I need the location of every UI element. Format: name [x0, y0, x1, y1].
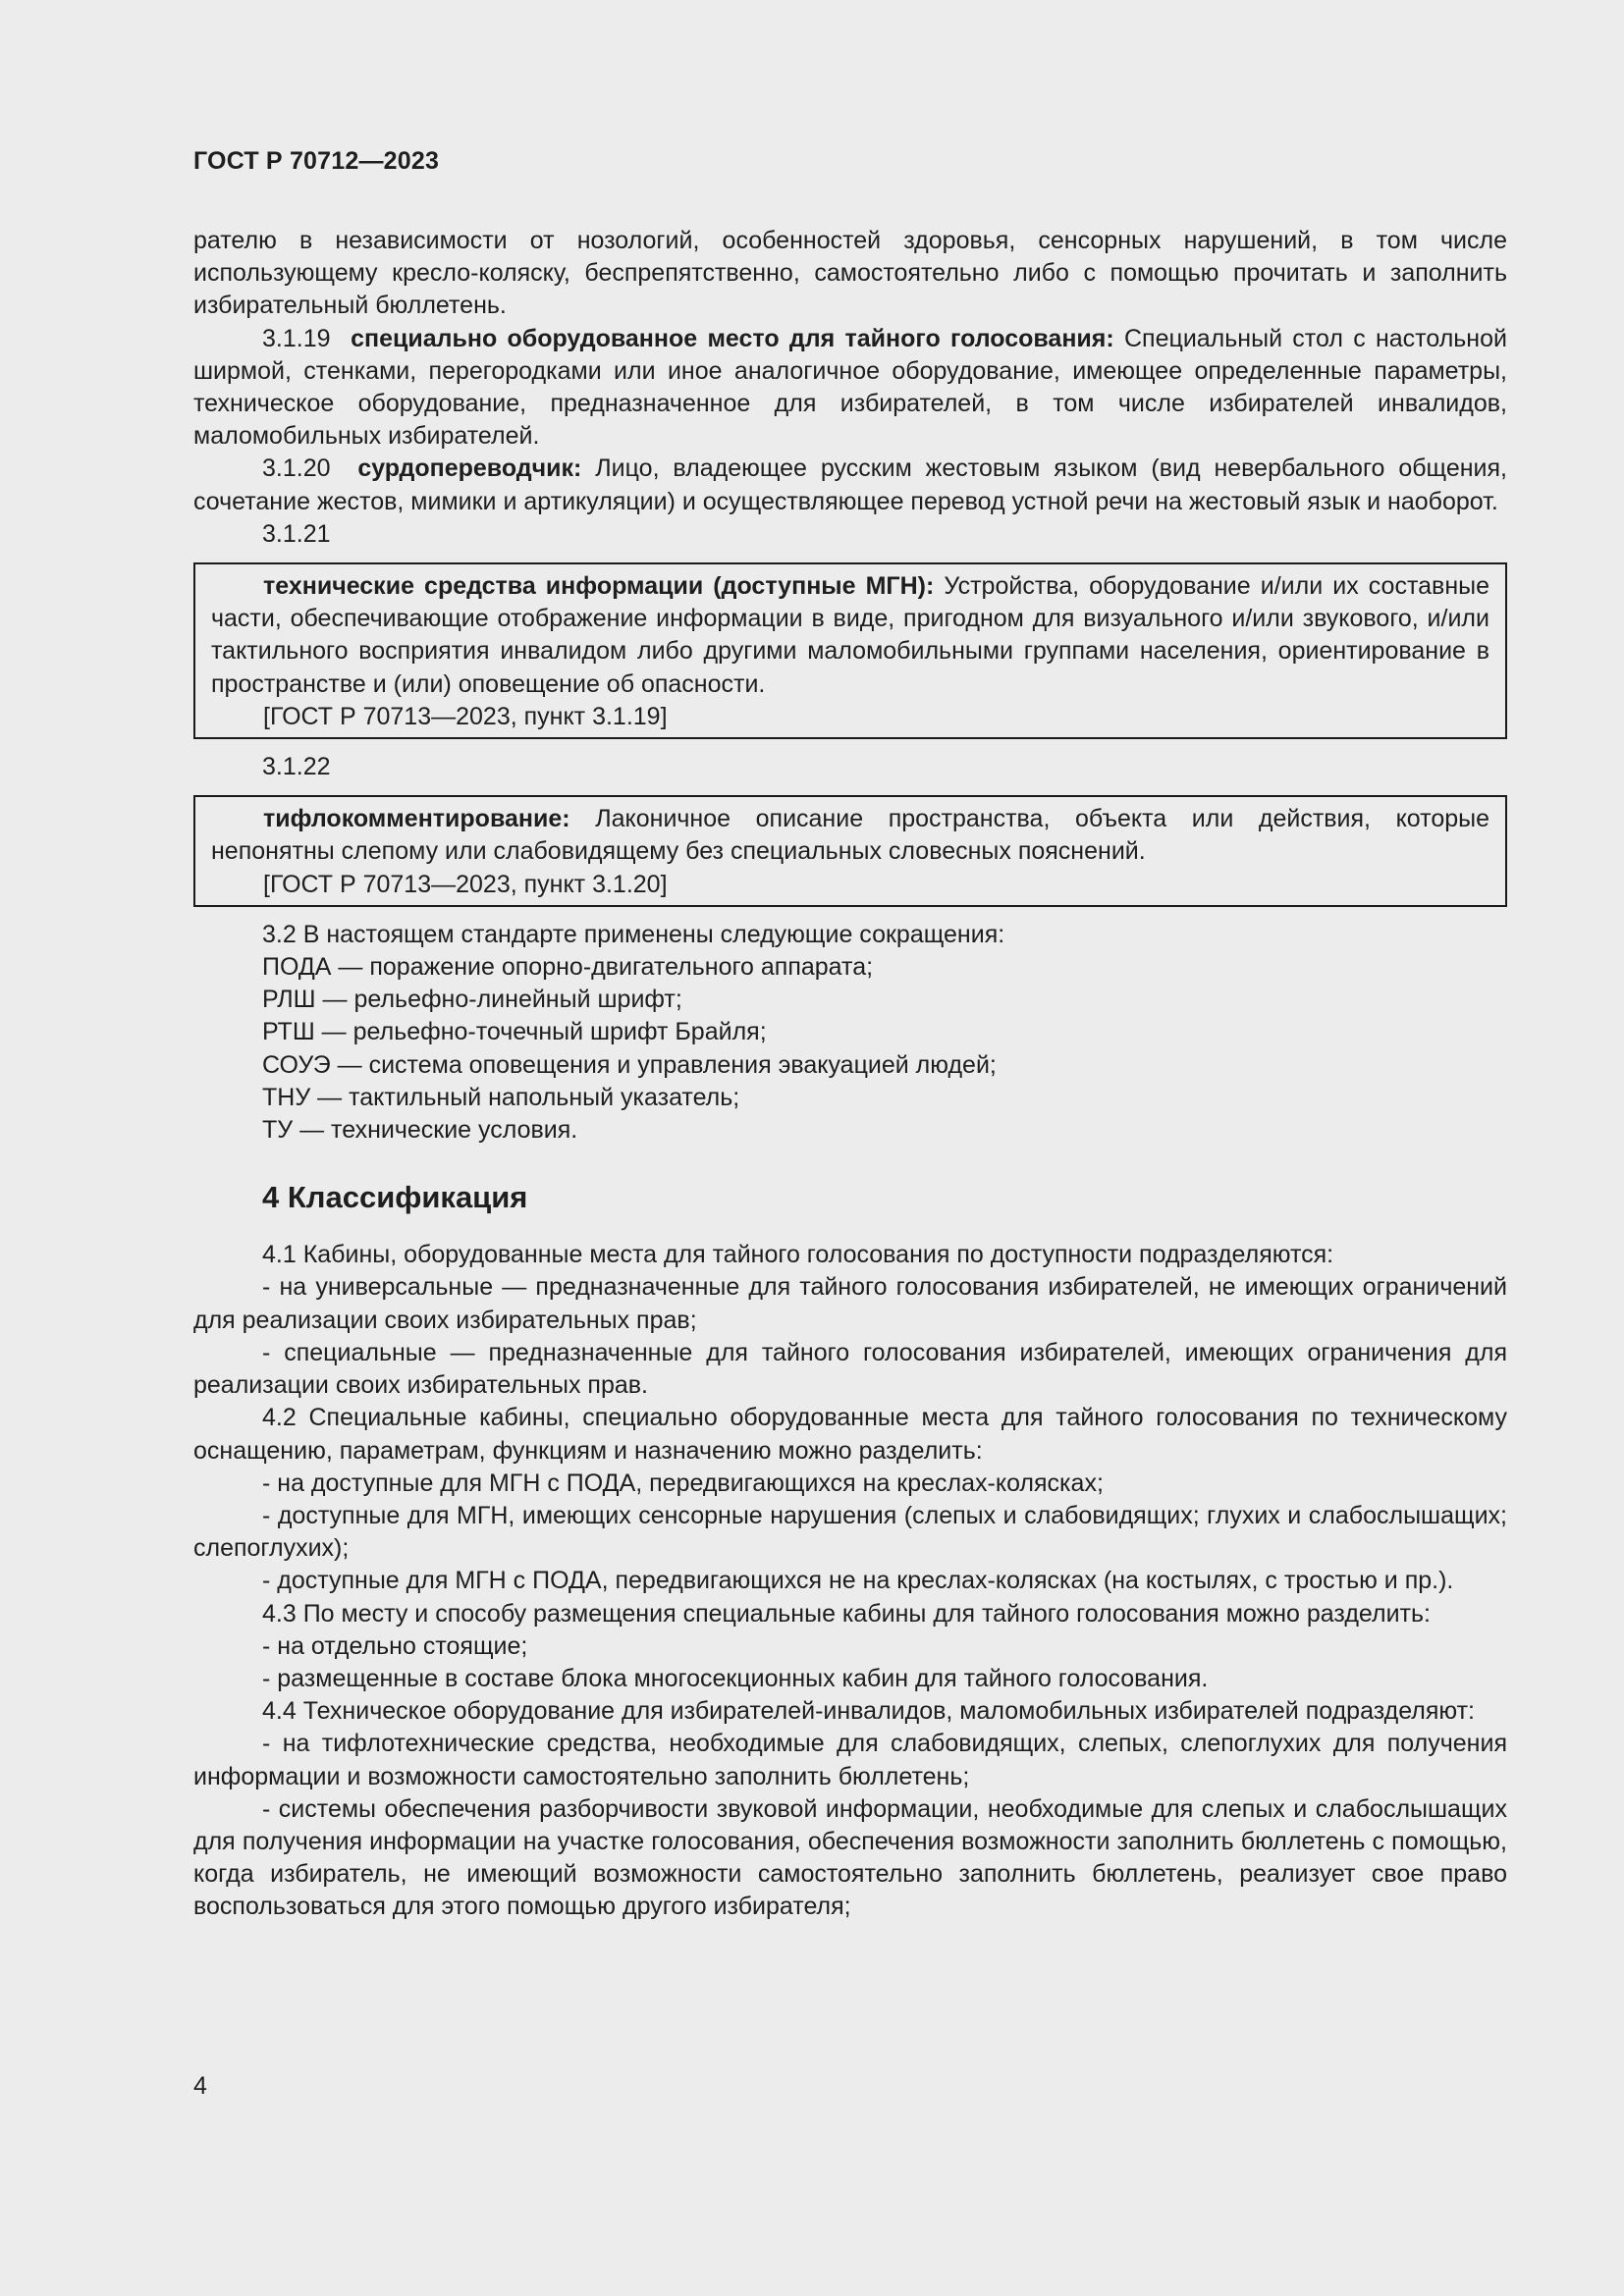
abbreviations-intro: 3.2 В настоящем стандарте применены следующие сокращения:: [262, 920, 1005, 948]
term-3-1-22: [211, 803, 1489, 868]
term-reference: [ГОСТ Р 70713—2023, пункт 3.1.20]: [263, 870, 668, 898]
term-number: 3.1.20: [262, 454, 331, 483]
list-item: - на универсальные — предназначенные для тайного голосования избирателей, не имеющих ограничений для реализации своих избирательных прав;: [193, 1273, 1507, 1334]
term-number-3-1-22: 3.1.22: [262, 753, 331, 781]
list-item: - доступные для МГН, имеющих сенсорные нарушения (слепых и слабовидящих; глухих и слабослышащих; слепоглухих);: [193, 1501, 1507, 1563]
term-definition: Специальный стол с настольной ширмой, стенками, перегородками или иное аналогичное оборудование, имеющее определенные параметры, техническое оборудование, предназначенное для избирателей, в том числе избирателей инвалидов, маломобильных избирателей.: [193, 324, 1507, 451]
abbreviation-item: ПОДА — поражение опорно-двигательного аппарата;: [262, 953, 874, 982]
term-name: тифлокомментирование:: [263, 805, 570, 833]
term-box-3-1-21: [193, 562, 1507, 739]
page-number: 4: [193, 2072, 207, 2100]
list-item: - на отдельно стоящие;: [262, 1631, 528, 1660]
clause-4-4: 4.4 Техническое оборудование для избирателей-инвалидов, маломобильных избирателей подразделяют:: [262, 1697, 1475, 1726]
abbreviation-item: ТНУ — тактильный напольный указатель;: [262, 1083, 740, 1111]
page-content: [193, 225, 1507, 1924]
list-item: - системы обеспечения разборчивости звуковой информации, необходимые для слепых и слабослышащих для получения информации на участке голосования, обеспечения возможности заполнить бюллетень с помощью, когда избиратель, не имеющий возможности самостоятельно заполнить бюллетень, реализует свое право воспользоваться для этого помощью другого избирателя;: [193, 1794, 1507, 1921]
doc-header: ГОСТ Р 70712—2023: [193, 147, 440, 175]
term-3-1-21: [211, 570, 1489, 701]
term-3-1-19: [193, 323, 1507, 454]
clause-4-2: 4.2 Специальные кабины, специально оборудованные места для тайного голосования по техническому оснащению, параметрам, функциям и назначению можно разделить:: [193, 1404, 1507, 1465]
term-definition: Лицо, владеющее русским жестовым языком (вид невербального общения, сочетание жестов, мимики и артикуляции) и осуществляющее перевод устной речи на жестовый язык и наоборот.: [193, 454, 1507, 515]
abbreviation-item: СОУЭ — система оповещения и управления эвакуацией людей;: [262, 1050, 997, 1079]
term-definition: Устройства, оборудование и/или их составные части, обеспечивающие отображение информации в виде, пригодном для визуального и/или звукового, и/или тактильного восприятия инвалидом либо другими маломобильными группами населения, ориентирование в пространстве и (или) оповещение об опасности.: [211, 572, 1489, 698]
list-item: - специальные — предназначенные для тайного голосования избирателей, имеющих ограничения для реализации своих избирательных прав.: [193, 1338, 1507, 1400]
abbreviation-item: РТШ — рельефно-точечный шрифт Брайля;: [262, 1018, 767, 1046]
term-definition: Лаконичное описание пространства, объекта или действия, которые непонятны слепому или слабовидящему без специальных словесных пояснений.: [211, 805, 1490, 866]
term-3-1-20: [193, 453, 1507, 517]
term-name: специально оборудованное место для тайного голосования:: [351, 324, 1114, 352]
abbreviation-item: РЛШ — рельефно-линейный шрифт;: [262, 986, 682, 1014]
term-name: технические средства информации (доступные МГН):: [263, 572, 935, 601]
term-reference: [ГОСТ Р 70713—2023, пункт 3.1.19]: [263, 702, 668, 730]
list-item: - размещенные в составе блока многосекционных кабин для тайного голосования.: [262, 1664, 1209, 1692]
clause-4-3: 4.3 По месту и способу размещения специальные кабины для тайного голосования можно разделить:: [262, 1599, 1431, 1628]
list-item: - на тифлотехнические средства, необходимые для слабовидящих, слепых, слепоглухих для получения информации и возможности самостоятельно заполнить бюллетень;: [193, 1730, 1507, 1790]
term-box-3-1-22: [193, 795, 1507, 907]
abbreviation-item: ТУ — технические условия.: [262, 1116, 578, 1145]
continued-paragraph: рателю в независимости от нозологий, особенностей здоровья, сенсорных нарушений, в том числе использующему кресло-коляску, беспрепятственно, самостоятельно либо с помощью прочитать и заполнить избирательный бюллетень.: [193, 227, 1507, 320]
list-item: - на доступные для МГН с ПОДА, передвигающихся на креслах-колясках;: [262, 1468, 1104, 1497]
section-heading: 4 Классификация: [262, 1180, 528, 1215]
term-number-3-1-21: 3.1.21: [262, 519, 331, 548]
term-name: сурдопереводчик:: [357, 454, 582, 483]
term-number: 3.1.19: [262, 324, 331, 352]
list-item: - доступные для МГН с ПОДА, передвигающихся не на креслах-колясках (на костылях, с тростью и пр.).: [262, 1567, 1454, 1595]
clause-4-1: 4.1 Кабины, оборудованные места для тайного голосования по доступности подразделяются:: [262, 1241, 1334, 1269]
